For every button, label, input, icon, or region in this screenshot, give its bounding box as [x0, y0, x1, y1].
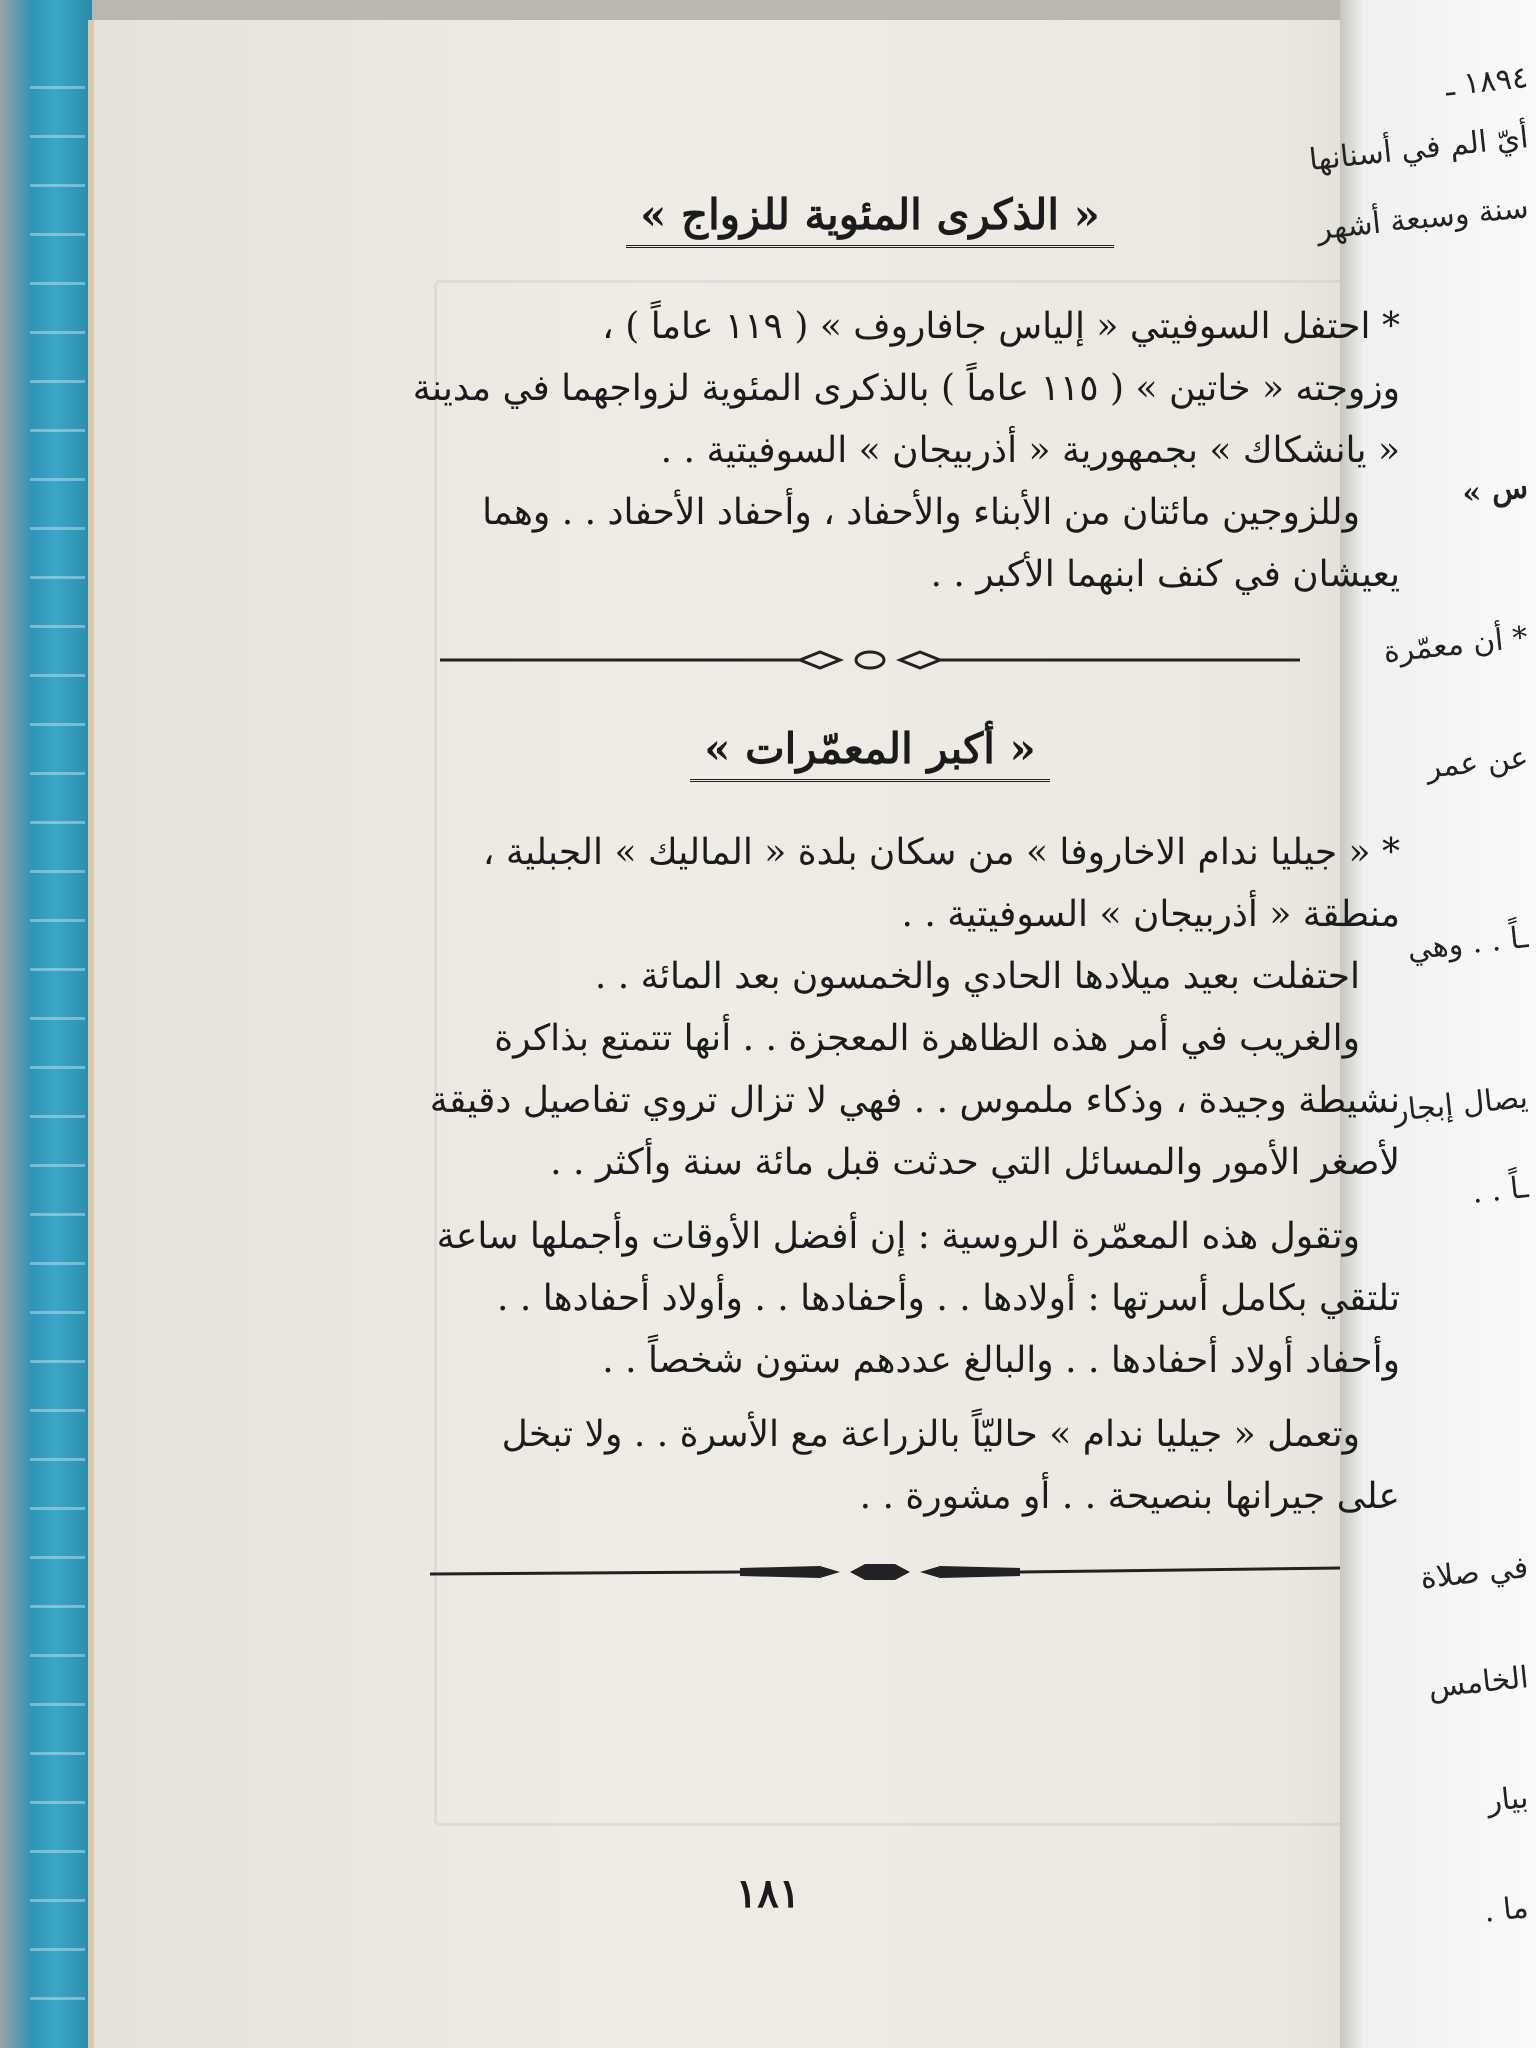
- text-line: لأصغر الأمور والمسائل التي حدثت قبل مائة سنة وأكثر . .: [550, 1142, 1400, 1183]
- text-line: * « جيليا ندام الاخاروفا » من سكان بلدة « الماليك » الجبلية ،: [482, 832, 1400, 873]
- text-line: يعيشان في كنف ابنهما الأكبر . .: [930, 554, 1400, 595]
- facing-page-text: س »: [1460, 470, 1530, 512]
- text-line: والغريب في أمر هذه الظاهرة المعجزة . . أنها تتمتع بذاكرة: [494, 1018, 1360, 1059]
- section-2-title: « أكبر المعمّرات »: [690, 724, 1050, 782]
- facing-page-text: يصال إبجار: [1392, 1080, 1530, 1129]
- text-line: « يانشكاك » بجمهورية « أذربيجان » السوفيتية . .: [660, 430, 1400, 471]
- facing-page-text: أيّ الم في أسنانها: [1307, 120, 1530, 178]
- page-number: ١٨١: [735, 1870, 801, 1917]
- facing-page-text: ما .: [1482, 1890, 1530, 1930]
- facing-page-text: ـاً . .: [1470, 1170, 1530, 1211]
- text-line: وللزوجين مائتان من الأبناء والأحفاد ، وأحفاد الأحفاد . . وهما: [482, 492, 1360, 533]
- facing-page-text: بيار: [1485, 1780, 1530, 1820]
- ornament-divider-bold: [340, 1558, 1400, 1586]
- facing-page-text: ـاً . . وهي: [1405, 920, 1530, 968]
- text-line: تلتقي بكامل أسرتها : أولادها . . وأحفادها . . وأولاد أحفادها . .: [496, 1278, 1400, 1319]
- facing-page-text: عن عمر: [1424, 740, 1530, 786]
- facing-page-text: في صلاة: [1418, 1550, 1530, 1597]
- section-2-body: [340, 822, 1400, 1528]
- section-heading: [340, 724, 1400, 782]
- text-line: منطقة « أذربيجان » السوفيتية . .: [901, 894, 1400, 935]
- text-line: وتعمل « جيليا ندام » حاليّاً بالزراعة مع الأسرة . . ولا تبخل: [501, 1414, 1360, 1455]
- text-line: وزوجته « خاتين » ( ١١٥ عاماً ) بالذكرى المئوية لزواجهما في مدينة: [412, 368, 1400, 409]
- book-binding: [0, 0, 92, 2048]
- facing-page-text: الخامس: [1426, 1660, 1530, 1706]
- page-content: [340, 190, 1400, 1636]
- facing-page-text: ١٨٩٤ ـ: [1443, 60, 1530, 104]
- facing-page-text: سنة وسبعة أشهر: [1314, 190, 1530, 248]
- section-1-title: « الذكرى المئوية للزواج »: [626, 190, 1114, 248]
- section-heading: [340, 190, 1400, 248]
- ornament-divider: [340, 646, 1400, 674]
- section-1-body: [340, 296, 1400, 606]
- text-line: على جيرانها بنصيحة . . أو مشورة . .: [859, 1476, 1400, 1517]
- facing-page-text: * أن معمّرة: [1382, 620, 1530, 671]
- text-line: نشيطة وجيدة ، وذكاء ملموس . . فهي لا تزال تروي تفاصيل دقيقة: [429, 1080, 1400, 1121]
- text-line: احتفلت بعيد ميلادها الحادي والخمسون بعد المائة . .: [594, 956, 1360, 997]
- text-line: وأحفاد أولاد أحفادها . . والبالغ عددهم ستون شخصاً . .: [602, 1340, 1400, 1381]
- binding-stripes: [30, 40, 85, 2040]
- text-line: وتقول هذه المعمّرة الروسية : إن أفضل الأوقات وأجملها ساعة: [436, 1216, 1360, 1257]
- text-line: * احتفل السوفيتي « إلياس جافاروف » ( ١١٩ عاماً ) ،: [602, 306, 1400, 347]
